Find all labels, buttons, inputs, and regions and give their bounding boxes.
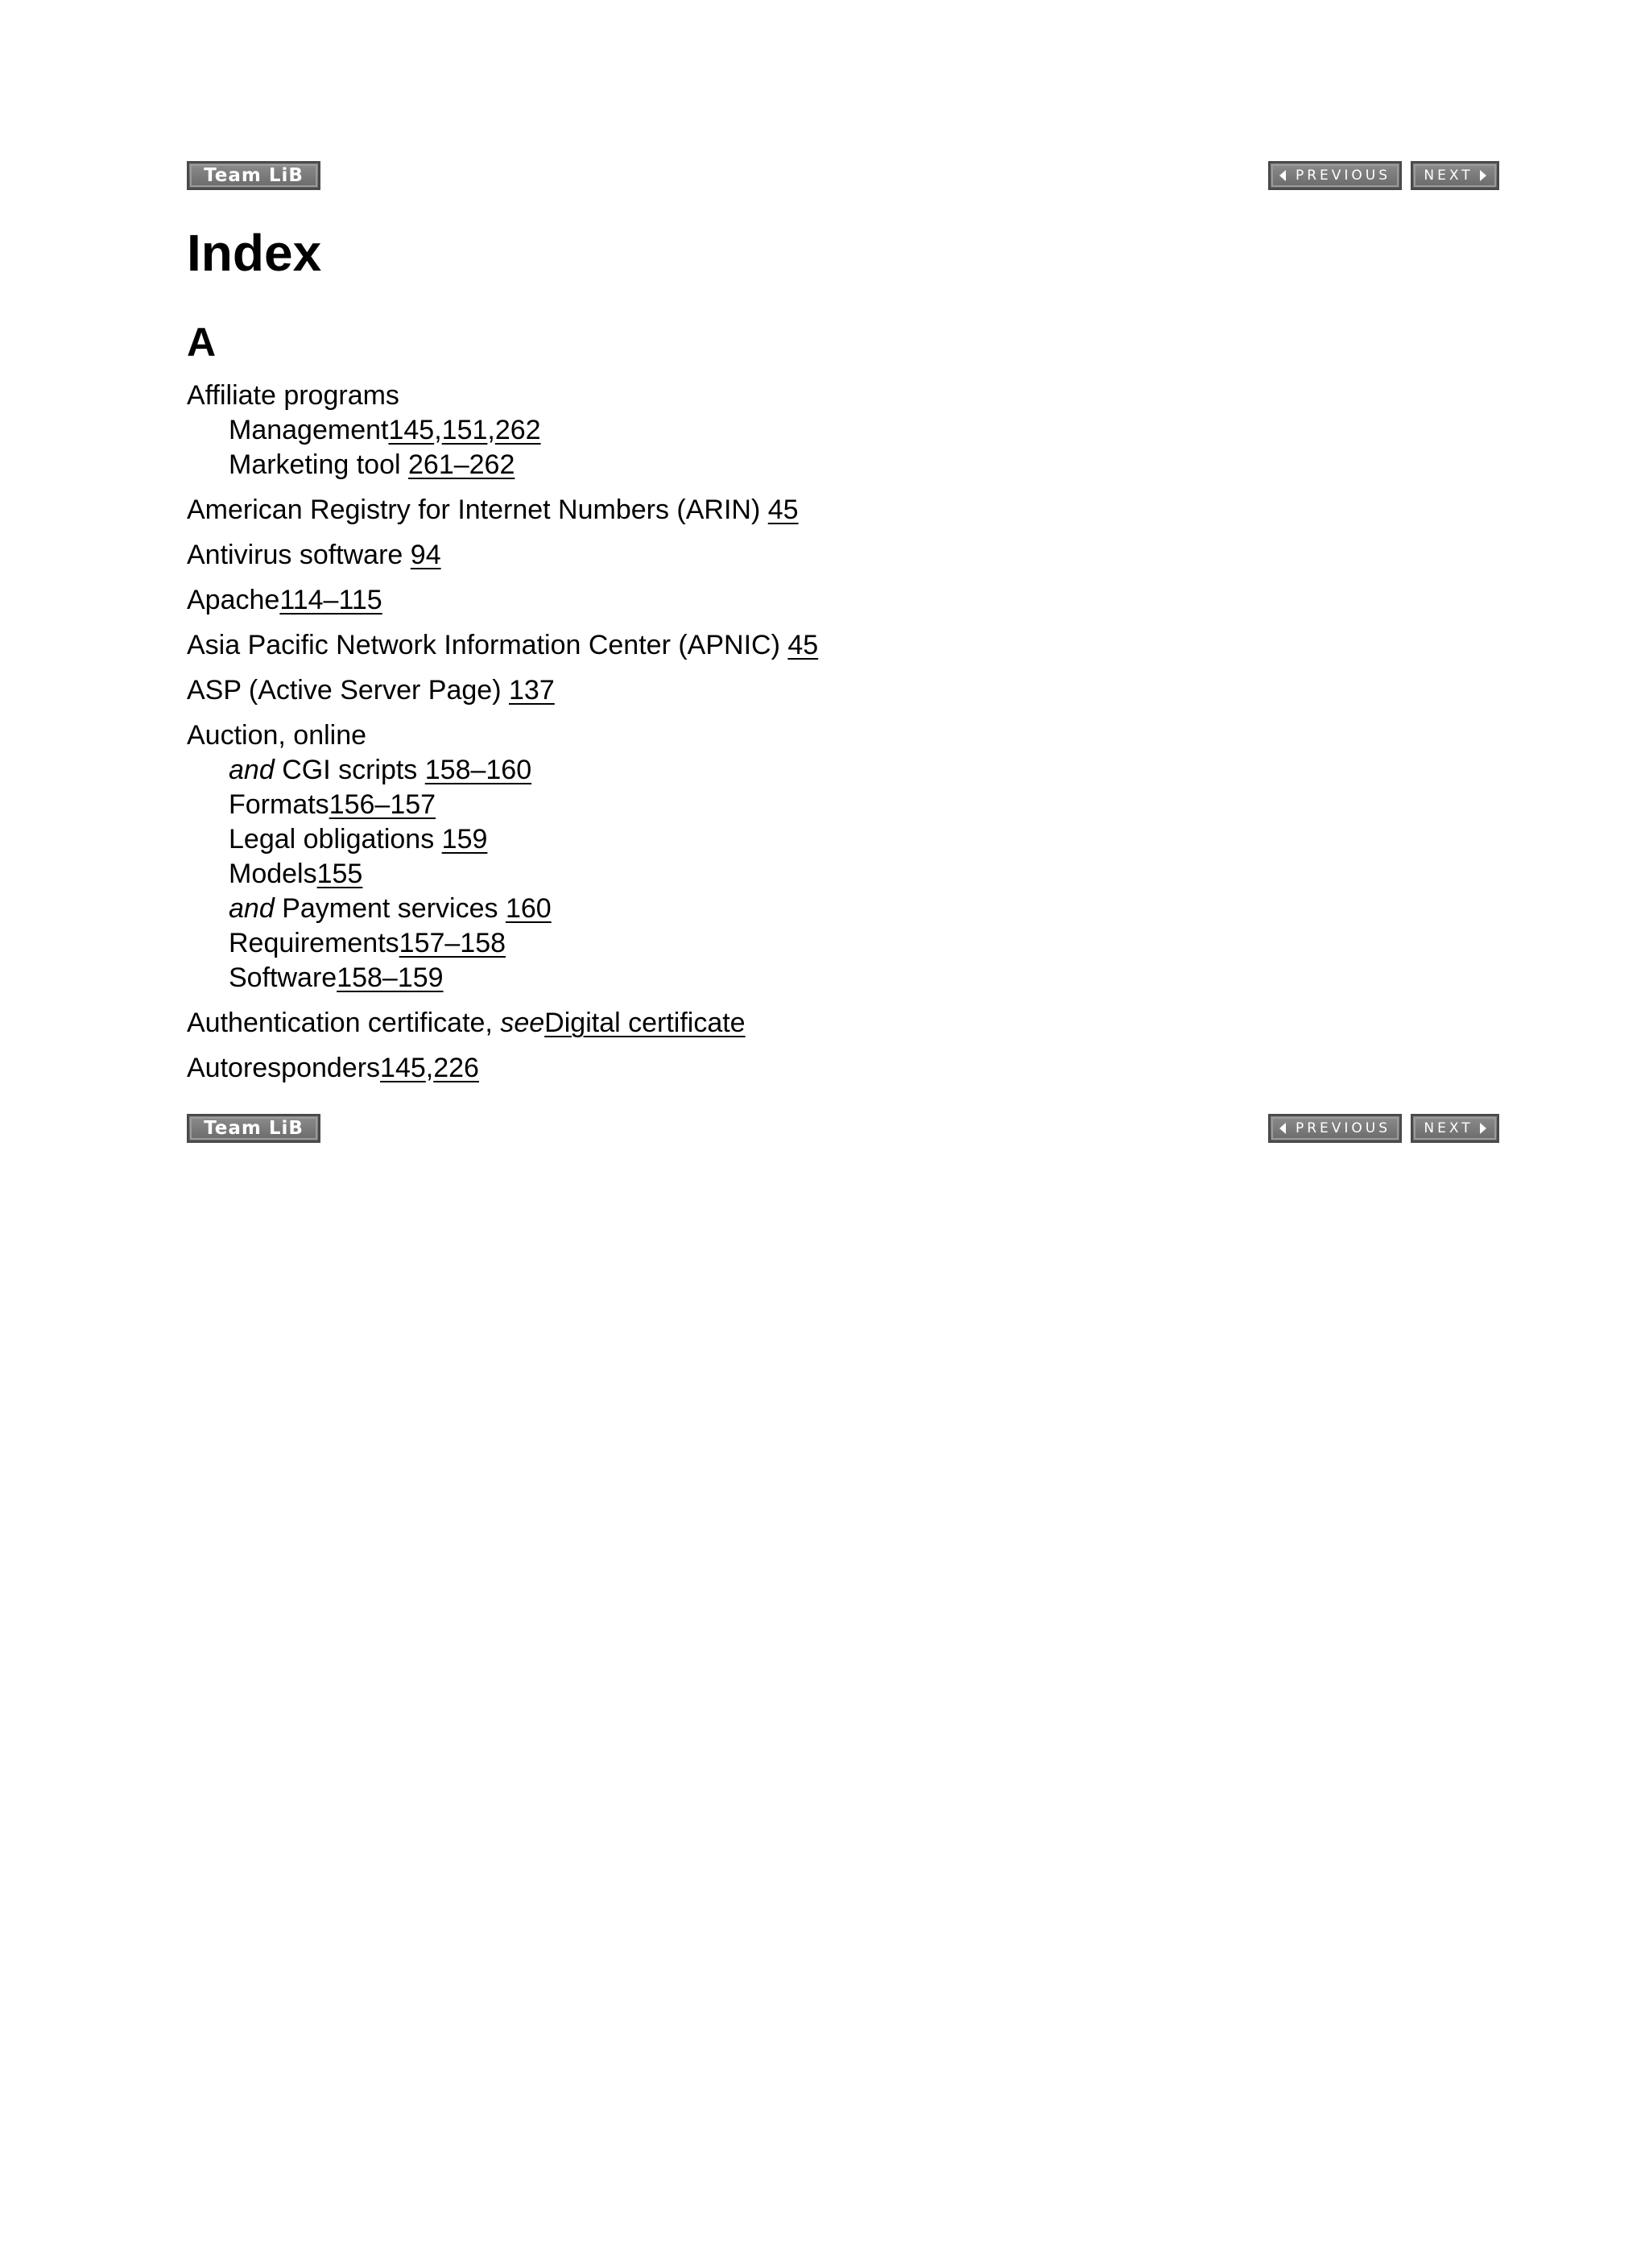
page-link[interactable]: 145 xyxy=(388,415,435,445)
next-arrow-icon xyxy=(1480,1123,1486,1134)
subentry-term: CGI scripts xyxy=(282,755,418,785)
page-link[interactable]: 151 xyxy=(441,415,488,445)
entry-term: American Registry for Internet Numbers (ARIN) xyxy=(187,495,761,525)
previous-label: PREVIOUS xyxy=(1295,168,1391,184)
page-link[interactable]: 226 xyxy=(433,1053,479,1083)
see-link[interactable]: Digital certificate xyxy=(544,1008,746,1038)
previous-arrow-icon xyxy=(1279,170,1286,181)
entry-term: Asia Pacific Network Information Center (APNIC) xyxy=(187,630,780,660)
previous-button[interactable] xyxy=(1268,1114,1402,1143)
previous-label: PREVIOUS xyxy=(1295,1120,1391,1136)
subentry-term: Marketing tool xyxy=(229,449,401,480)
page-link[interactable]: 145 xyxy=(380,1053,426,1083)
entry-term: Autoresponders xyxy=(187,1053,381,1083)
index-entries xyxy=(187,379,818,1096)
page-link[interactable]: 114–115 xyxy=(279,585,382,615)
index-entry-apnic xyxy=(187,628,818,663)
page-link[interactable]: 137 xyxy=(509,675,555,706)
entry-term: Apache xyxy=(187,585,280,615)
team-lib-label: Team LiB xyxy=(204,165,304,186)
next-arrow-icon xyxy=(1480,170,1486,181)
page-link[interactable]: 45 xyxy=(787,630,819,660)
subentry-requirements xyxy=(187,926,818,961)
team-lib-button[interactable] xyxy=(187,1114,320,1143)
page-link[interactable]: 261–262 xyxy=(408,449,515,480)
subentry-software xyxy=(187,961,818,995)
subentry-prefix: and xyxy=(229,755,275,785)
index-entry-antivirus xyxy=(187,538,818,573)
top-navbar xyxy=(187,161,1499,195)
entry-term: Authentication certificate, xyxy=(187,1008,493,1038)
subentry-prefix: and xyxy=(229,893,275,924)
subentry-cgi-scripts xyxy=(187,753,818,788)
entry-term: ASP (Active Server Page) xyxy=(187,675,502,706)
subentry-term: Formats xyxy=(229,789,329,820)
next-label: NEXT xyxy=(1424,168,1473,184)
index-entry-affiliate-programs xyxy=(187,379,818,482)
subentry-term: Management xyxy=(229,415,389,445)
index-entry-authentication-certificate xyxy=(187,1006,818,1041)
next-button[interactable] xyxy=(1411,1114,1499,1143)
subentry-term: Models xyxy=(229,859,317,889)
index-entry-auction-online xyxy=(187,718,818,995)
page-link[interactable]: 157–158 xyxy=(399,928,506,958)
page-link[interactable]: 158–159 xyxy=(337,962,444,993)
page-link[interactable]: 155 xyxy=(316,859,363,889)
page-link[interactable]: 262 xyxy=(494,415,541,445)
subentry-term: Legal obligations xyxy=(229,824,435,855)
subentry-models xyxy=(187,857,818,892)
subentry-management: Management145,151,262 xyxy=(229,415,541,445)
previous-button[interactable] xyxy=(1268,161,1402,190)
page-link[interactable]: 156–157 xyxy=(329,789,436,820)
index-entry-asp xyxy=(187,673,818,708)
page-link[interactable]: 158–160 xyxy=(424,755,532,785)
subentry-marketing-tool xyxy=(187,448,818,482)
page-link[interactable]: 160 xyxy=(505,893,552,924)
subentry-payment-services xyxy=(187,892,818,926)
previous-arrow-icon xyxy=(1279,1123,1286,1134)
page-link[interactable]: 94 xyxy=(410,540,441,570)
index-entry-arin xyxy=(187,493,818,528)
page-link[interactable]: 159 xyxy=(441,824,488,855)
subentry-term: Payment services xyxy=(282,893,498,924)
section-letter: A xyxy=(187,320,217,365)
entry-term: Auction, online xyxy=(187,720,367,751)
page-link[interactable]: 45 xyxy=(767,495,799,525)
subentry-term: Requirements xyxy=(229,928,399,958)
team-lib-label: Team LiB xyxy=(204,1118,304,1139)
entry-term: Affiliate programs xyxy=(187,380,399,411)
bottom-navbar xyxy=(187,1114,1499,1148)
index-entry-autoresponders: Autoresponders145,226 xyxy=(187,1053,479,1083)
team-lib-button[interactable] xyxy=(187,161,320,190)
index-entry-apache xyxy=(187,583,818,618)
subentry-term: Software xyxy=(229,962,337,993)
see-word: see xyxy=(500,1008,545,1038)
index-page xyxy=(187,161,1499,1083)
subentry-legal-obligations xyxy=(187,822,818,857)
next-button[interactable] xyxy=(1411,161,1499,190)
entry-term: Antivirus software xyxy=(187,540,403,570)
next-label: NEXT xyxy=(1424,1120,1473,1136)
subentry-formats xyxy=(187,788,818,822)
page-title: Index xyxy=(187,224,322,282)
